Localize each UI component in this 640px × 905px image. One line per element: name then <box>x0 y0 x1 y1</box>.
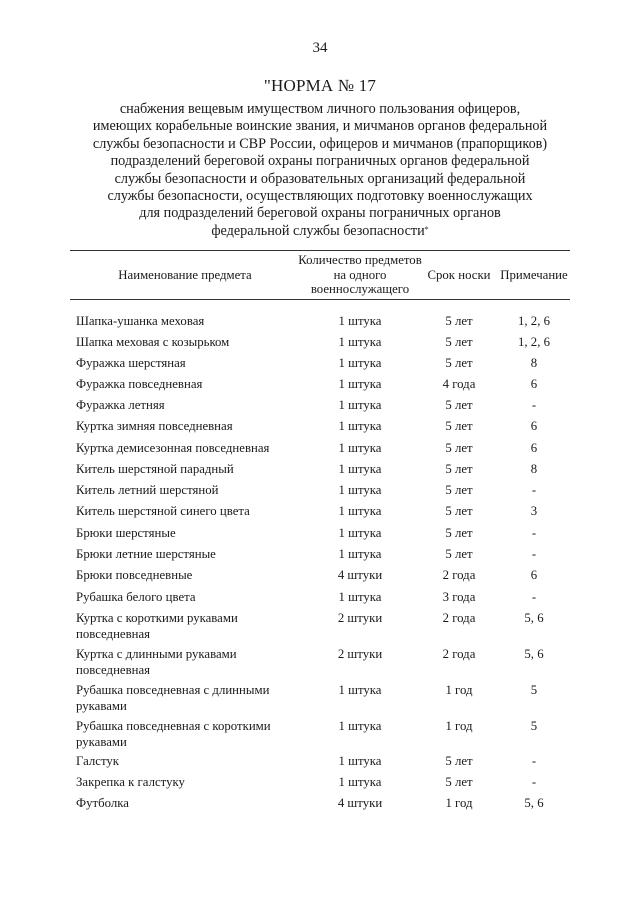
item-note: 3 <box>530 504 538 518</box>
item-note: - <box>531 590 537 604</box>
item-note: - <box>531 754 537 768</box>
item-quantity: 1 штука <box>338 377 382 391</box>
subtitle-line-text: федеральной службы безопасности <box>211 222 425 239</box>
item-term: 5 лет <box>445 419 473 433</box>
item-term: 5 лет <box>445 775 473 789</box>
item-quantity: 1 штука <box>338 754 382 768</box>
subtitle-line: для подразделений береговой охраны пограничных органов <box>139 205 501 222</box>
table-header-term: Срок носки <box>427 267 491 282</box>
item-quantity: 4 штуки <box>337 568 383 582</box>
item-note: 6 <box>530 568 538 582</box>
item-term: 5 лет <box>445 526 473 540</box>
subtitle-line: службы безопасности и СВР России, офицеров и мичманов (прапорщиков) <box>92 135 548 152</box>
item-quantity: 1 штука <box>338 547 382 561</box>
item-quantity: 1 штука <box>338 526 382 540</box>
item-term: 5 лет <box>445 754 473 768</box>
item-term: 3 года <box>442 590 476 604</box>
item-note: 1, 2, 6 <box>518 314 550 328</box>
item-quantity: 2 штуки <box>337 611 383 625</box>
item-quantity: 1 штука <box>338 483 382 497</box>
item-quantity: 1 штука <box>338 775 382 789</box>
item-quantity: 1 штука <box>338 719 382 733</box>
item-name: Куртка с короткими рукавами повседневная <box>76 611 238 641</box>
item-quantity: 1 штука <box>338 314 382 328</box>
item-name: Галстук <box>76 754 119 768</box>
item-quantity: 1 штука <box>338 441 382 455</box>
item-quantity: 1 штука <box>338 356 382 370</box>
footnote-mark: * <box>424 224 429 234</box>
subtitle-line: подразделений береговой охраны пограничных органов федеральной <box>110 153 530 170</box>
item-name: Шапка-ушанка меховая <box>76 314 205 328</box>
item-name: Куртка зимняя повседневная <box>76 419 233 433</box>
item-name: Фуражка шерстяная <box>76 356 186 370</box>
item-name: Закрепка к галстуку <box>76 775 185 789</box>
item-term: 5 лет <box>445 462 473 476</box>
table-top-rule <box>70 250 570 251</box>
item-name: Фуражка повседневная <box>76 377 203 391</box>
item-term: 5 лет <box>445 356 473 370</box>
item-term: 1 год <box>445 796 473 810</box>
item-name: Шапка меховая с козырьком <box>76 335 230 349</box>
item-note: - <box>531 526 537 540</box>
item-term: 2 года <box>442 611 476 625</box>
item-note: 1, 2, 6 <box>518 335 550 349</box>
item-note: - <box>531 398 537 412</box>
item-note: 5 <box>530 683 538 697</box>
item-note: - <box>531 483 537 497</box>
subtitle-line: имеющих корабельные воинские звания, и мичманов органов федеральной <box>92 118 548 135</box>
item-term: 1 год <box>445 719 473 733</box>
item-name: Рубашка повседневная с короткими рукавами <box>76 719 271 749</box>
item-note: 5, 6 <box>524 796 544 810</box>
item-note: 8 <box>530 462 538 476</box>
item-note: 6 <box>530 419 538 433</box>
item-note: - <box>531 547 537 561</box>
item-note: 5 <box>530 719 538 733</box>
item-name: Китель летний шерстяной <box>76 483 219 497</box>
item-name: Фуражка летняя <box>76 398 165 412</box>
item-name: Куртка с длинными рукавами повседневная <box>76 647 237 677</box>
item-term: 5 лет <box>445 504 473 518</box>
item-quantity: 4 штуки <box>337 796 383 810</box>
subtitle-line: службы безопасности и образовательных организаций федеральной <box>114 170 526 187</box>
item-name: Брюки повседневные <box>76 568 193 582</box>
item-note: 6 <box>530 441 538 455</box>
item-quantity: 1 штука <box>338 335 382 349</box>
item-name: Рубашка повседневная с длинными рукавами <box>76 683 270 713</box>
item-name: Брюки летние шерстяные <box>76 547 216 561</box>
item-note: 6 <box>530 377 538 391</box>
item-term: 4 года <box>442 377 476 391</box>
item-quantity: 1 штука <box>338 683 382 697</box>
item-term: 1 год <box>445 683 473 697</box>
table-header-name: Наименование предмета <box>118 267 252 282</box>
item-term: 5 лет <box>445 335 473 349</box>
item-quantity: 1 штука <box>338 398 382 412</box>
item-quantity: 2 штуки <box>337 647 383 661</box>
item-name: Брюки шерстяные <box>76 526 176 540</box>
item-name: Рубашка белого цвета <box>76 590 196 604</box>
item-term: 5 лет <box>445 483 473 497</box>
subtitle-line: снабжения вещевым имуществом личного пользования офицеров, <box>119 101 521 117</box>
table-header-note: Примечание <box>500 267 568 282</box>
item-name: Китель шерстяной парадный <box>76 462 234 476</box>
item-note: 8 <box>530 356 538 370</box>
item-note: - <box>531 775 537 789</box>
item-name: Куртка демисезонная повседневная <box>76 441 270 455</box>
item-note: 5, 6 <box>524 611 544 625</box>
page-number: 34 <box>312 40 328 56</box>
item-term: 5 лет <box>445 314 473 328</box>
item-term: 2 года <box>442 647 476 661</box>
item-term: 2 года <box>442 568 476 582</box>
subtitle-line <box>60 223 580 240</box>
item-term: 5 лет <box>445 547 473 561</box>
item-name: Китель шерстяной синего цвета <box>76 504 250 518</box>
item-quantity: 1 штука <box>338 590 382 604</box>
table-header-qty: Количество предметов на одного военнослужащего <box>298 252 422 297</box>
item-name: Футболка <box>76 796 129 810</box>
subtitle-line: службы безопасности, осуществляющих подготовку военнослужащих <box>107 188 533 205</box>
item-note: 5, 6 <box>524 647 544 661</box>
item-quantity: 1 штука <box>338 504 382 518</box>
item-quantity: 1 штука <box>338 419 382 433</box>
item-quantity: 1 штука <box>338 462 382 476</box>
item-term: 5 лет <box>445 441 473 455</box>
item-term: 5 лет <box>445 398 473 412</box>
norm-subtitle <box>60 101 580 240</box>
table-header-rule <box>70 299 570 300</box>
norm-title: "НОРМА № 17 <box>263 76 377 95</box>
